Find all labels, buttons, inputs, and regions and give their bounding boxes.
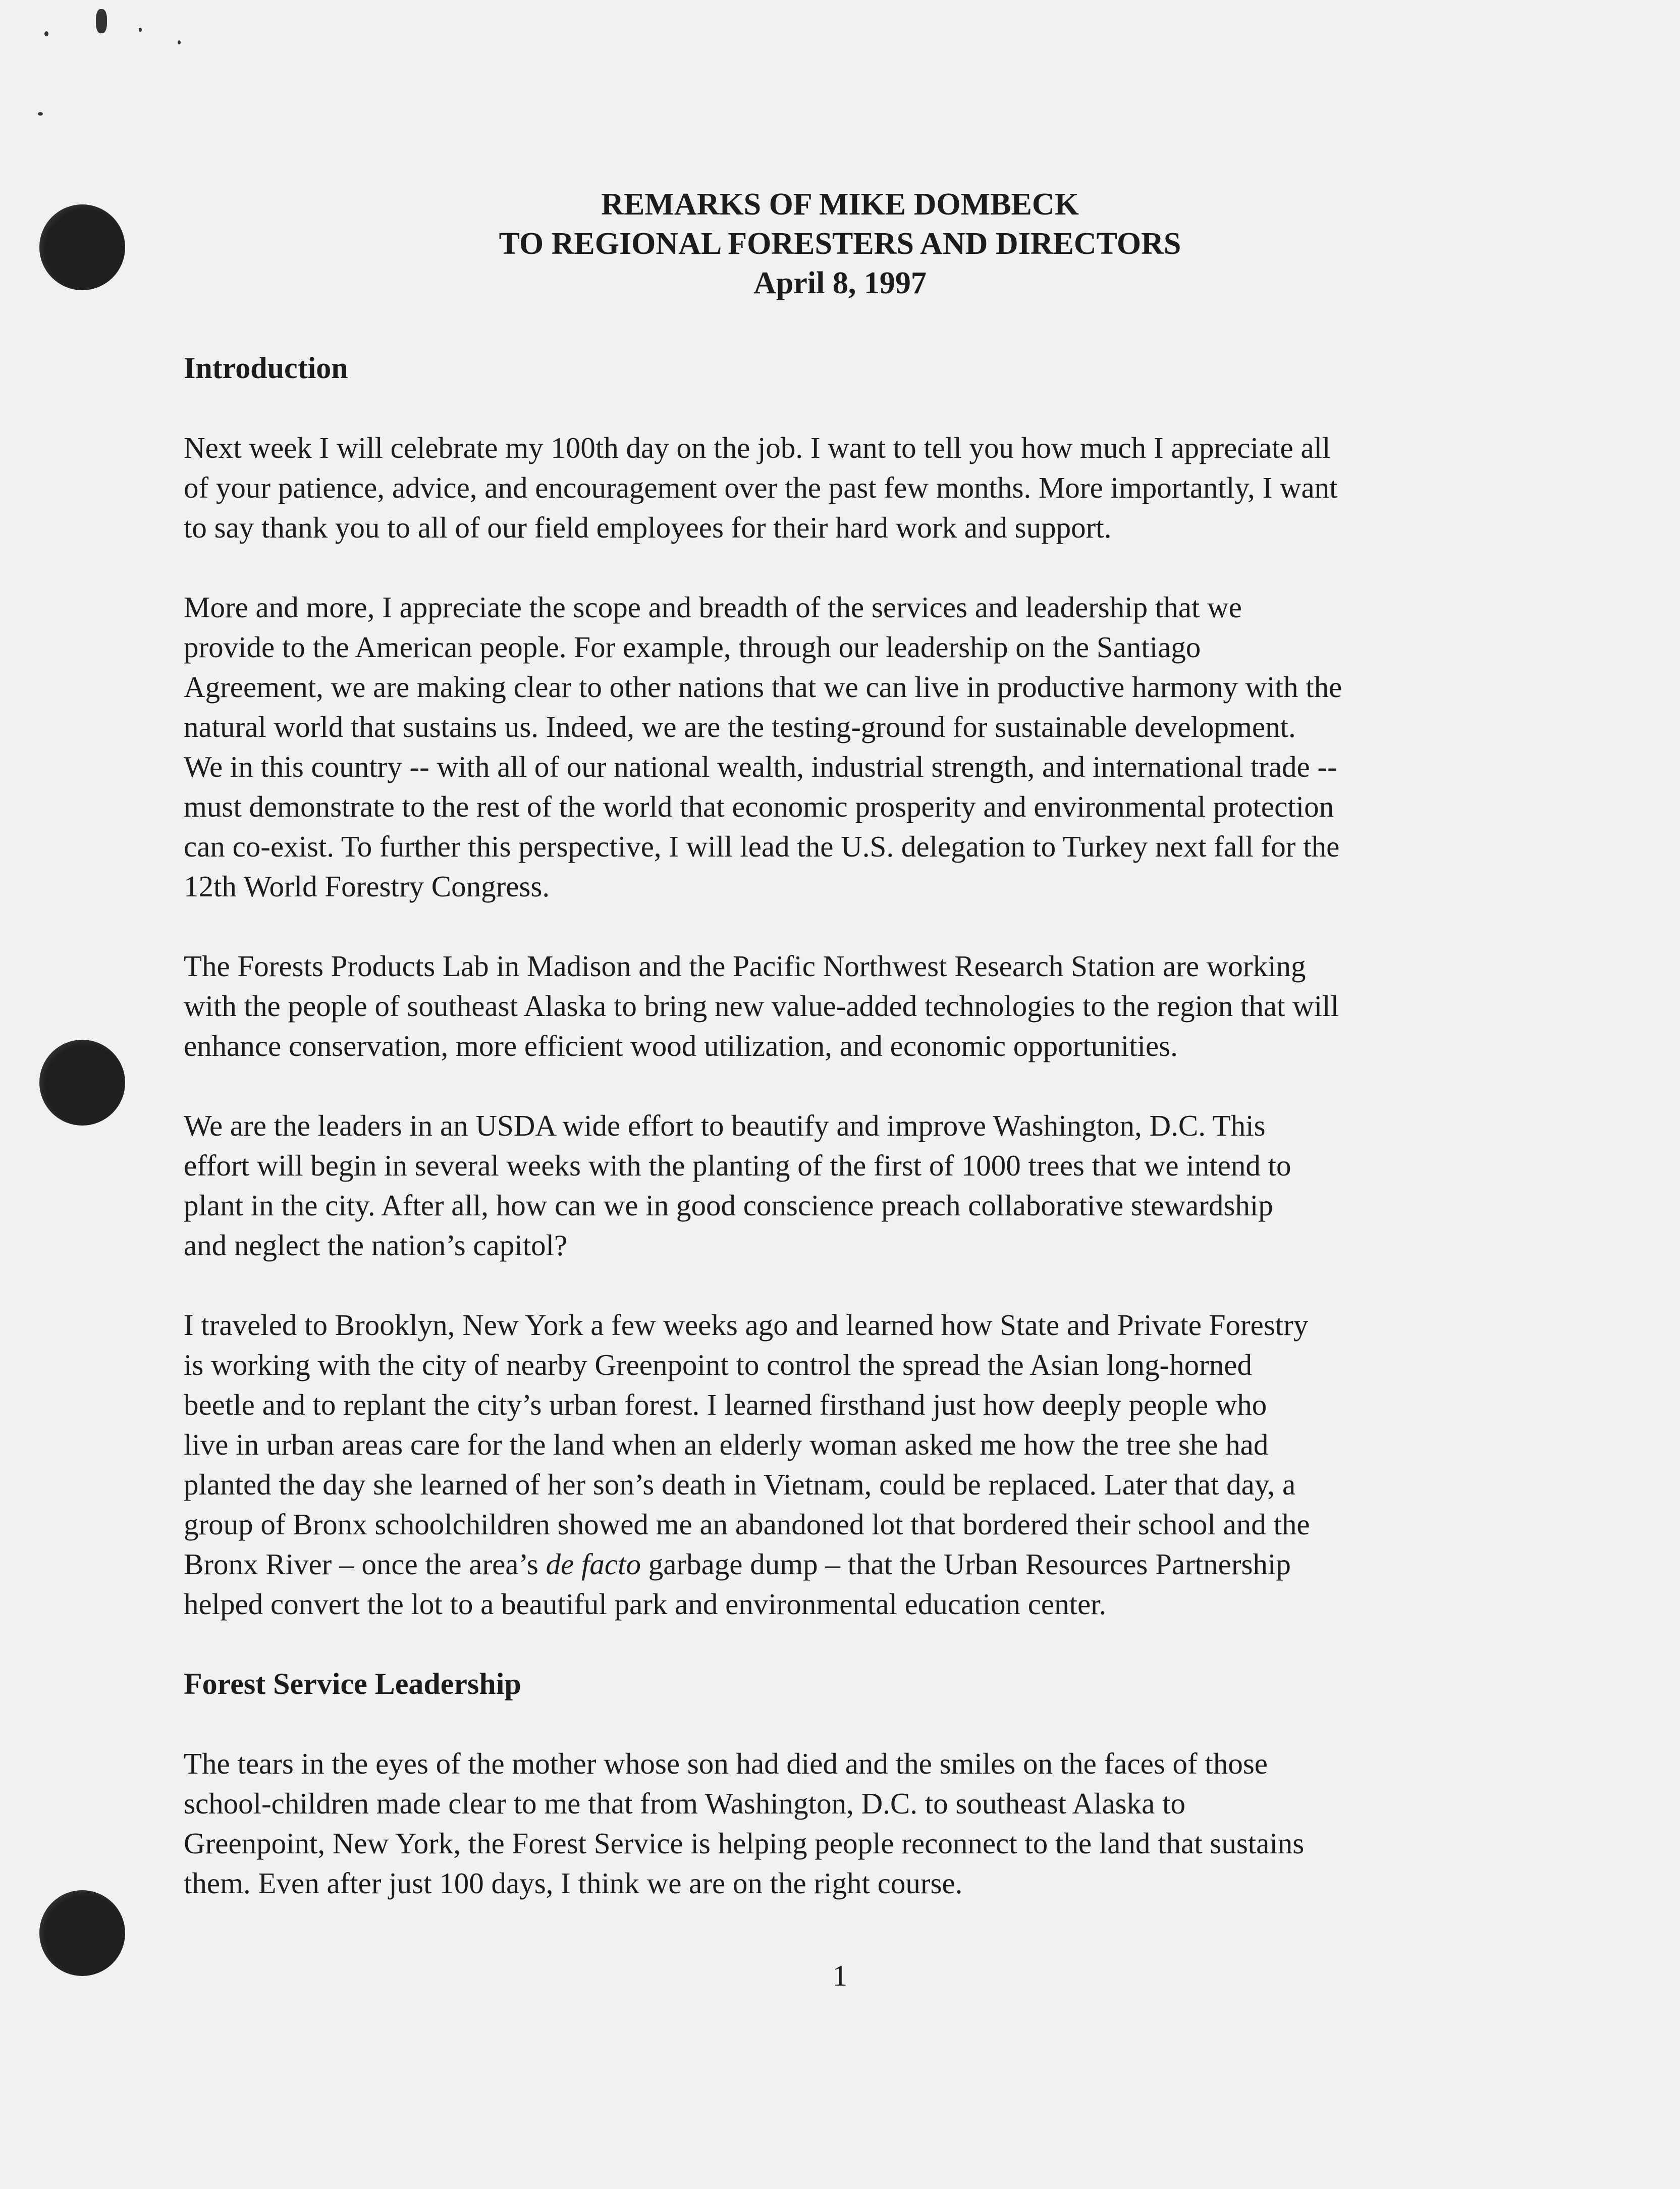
- paragraph-line: We in this country -- with all of our national wealth, industrial strength, and international trade --: [184, 750, 1337, 783]
- paragraph-line: Agreement, we are making clear to other nations that we can live in productive harmony with the: [184, 670, 1342, 704]
- line-segment: Bronx River – once the area’s: [184, 1547, 546, 1581]
- paragraph-6: [184, 1744, 1506, 1903]
- scan-speck: [139, 28, 142, 32]
- paragraph-line: We are the leaders in an USDA wide effort to beautify and improve Washington, D.C. This: [184, 1109, 1266, 1142]
- paragraph-line: plant in the city. After all, how can we in good conscience preach collaborative stewardship: [184, 1189, 1273, 1222]
- paragraph-4: [184, 1106, 1506, 1265]
- paragraph-line: The Forests Products Lab in Madison and the Pacific Northwest Research Station are working: [184, 949, 1306, 983]
- title-line-1: REMARKS OF MIKE DOMBECK: [601, 187, 1079, 222]
- paragraph-line: with the people of southeast Alaska to bring new value-added technologies to the region that will: [184, 989, 1339, 1023]
- paragraph-2: [184, 588, 1506, 906]
- paragraph-line: is working with the city of nearby Greenpoint to control the spread the Asian long-horned: [184, 1348, 1252, 1381]
- paragraph-line: More and more, I appreciate the scope and breadth of the services and leadership that we: [184, 591, 1242, 624]
- paragraph-line: natural world that sustains us. Indeed, we are the testing-ground for sustainable development.: [184, 710, 1296, 743]
- page-number: 1: [832, 1959, 848, 1992]
- paragraph-line: provide to the American people. For example, through our leadership on the Santiago: [184, 630, 1201, 664]
- paragraph-1: [184, 428, 1506, 548]
- title-line-2: TO REGIONAL FORESTERS AND DIRECTORS: [499, 227, 1181, 261]
- paragraph-line: I traveled to Brooklyn, New York a few weeks ago and learned how State and Private Forestry: [184, 1308, 1309, 1342]
- document-body: [184, 348, 1506, 1943]
- paragraph-line: [184, 1544, 1506, 1584]
- paragraph-line: effort will begin in several weeks with the planting of the first of 1000 trees that we intend to: [184, 1149, 1291, 1182]
- line-segment: garbage dump – that the Urban Resources Partnership: [641, 1547, 1291, 1581]
- section-heading-leadership: Forest Service Leadership: [184, 1667, 521, 1700]
- paragraph-line: live in urban areas care for the land when an elderly woman asked me how the tree she had: [184, 1428, 1269, 1461]
- italic-term: de facto: [546, 1547, 641, 1581]
- paragraph-line: 12th World Forestry Congress.: [184, 870, 550, 903]
- paragraph-line: planted the day she learned of her son’s death in Vietnam, could be replaced. Later that day, a: [184, 1468, 1296, 1501]
- paragraph-line: helped convert the lot to a beautiful park and environmental education center.: [184, 1587, 1107, 1621]
- scan-speck: [38, 112, 43, 116]
- paragraph-line: them. Even after just 100 days, I think we are on the right course.: [184, 1866, 963, 1900]
- paragraph-line: beetle and to replant the city’s urban forest. I learned firsthand just how deeply people who: [184, 1388, 1267, 1421]
- paragraph-line: The tears in the eyes of the mother whose son had died and the smiles on the faces of those: [184, 1747, 1268, 1780]
- paragraph-line: of your patience, advice, and encouragement over the past few months. More importantly, I want: [184, 471, 1338, 504]
- scan-speck: [178, 40, 181, 44]
- title-date: April 8, 1997: [753, 266, 927, 300]
- paragraph-5: [184, 1305, 1506, 1624]
- paragraph-line: school-children made clear to me that from Washington, D.C. to southeast Alaska to: [184, 1787, 1185, 1820]
- punch-hole-middle: [39, 1040, 125, 1126]
- paragraph-line: must demonstrate to the rest of the world that economic prosperity and environmental protection: [184, 790, 1334, 823]
- paragraph-line: can co-exist. To further this perspective, I will lead the U.S. delegation to Turkey next fall for the: [184, 830, 1340, 863]
- scan-speck: [44, 31, 48, 36]
- document-title: [0, 185, 1680, 303]
- paragraph-line: enhance conservation, more efficient wood utilization, and economic opportunities.: [184, 1029, 1178, 1062]
- paragraph-line: to say thank you to all of our field employees for their hard work and support.: [184, 511, 1112, 544]
- paragraph-line: group of Bronx schoolchildren showed me an abandoned lot that bordered their school and the: [184, 1508, 1310, 1541]
- paragraph-line: Next week I will celebrate my 100th day on the job. I want to tell you how much I appreciate all: [184, 431, 1331, 464]
- paragraph-line: and neglect the nation’s capitol?: [184, 1229, 568, 1262]
- section-heading-introduction: Introduction: [184, 351, 348, 385]
- paragraph-line: Greenpoint, New York, the Forest Service is helping people reconnect to the land that sustains: [184, 1827, 1305, 1860]
- paragraph-3: [184, 946, 1506, 1066]
- scan-speck: [96, 9, 107, 33]
